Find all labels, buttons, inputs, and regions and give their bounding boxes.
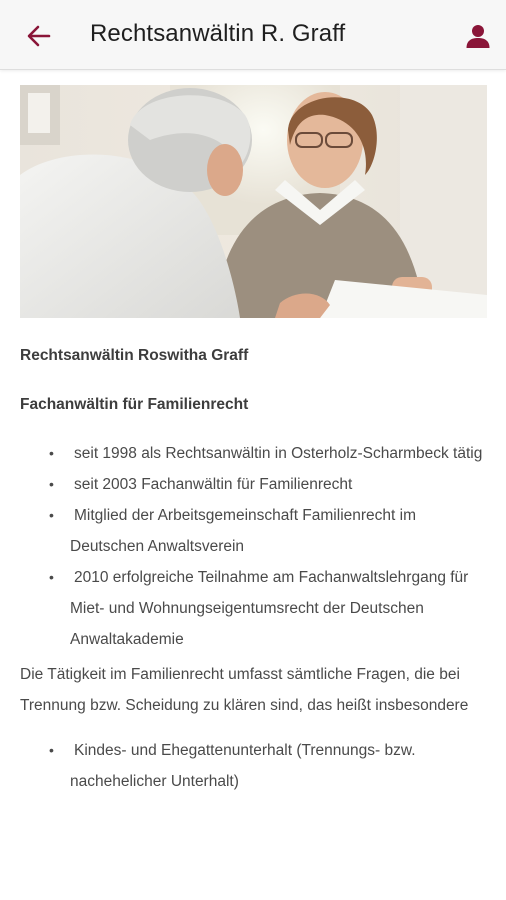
back-button[interactable] [22, 20, 56, 52]
app-bar [0, 0, 506, 70]
consultation-photo [20, 85, 487, 318]
topics-list [20, 735, 490, 797]
qualifications-list [20, 438, 490, 655]
list-item: • seit 2003 Fachanwältin für Familienrecht [20, 469, 490, 500]
list-item: • seit 1998 als Rechtsanwältin in Osterholz-Scharmbeck tätig [20, 438, 490, 469]
page-title: Rechtsanwältin R. Graff [90, 20, 346, 47]
list-item: • Kindes- und Ehegattenunterhalt (Trennungs- bzw. nachehelicher Unterhalt) [20, 735, 490, 797]
lawyer-name: Rechtsanwältin Roswitha Graff [20, 347, 249, 364]
specialization-title: Fachanwältin für Familienrecht [20, 396, 249, 413]
list-item: • Mitglied der Arbeitsgemeinschaft Familienrecht im Deutschen Anwaltsverein [20, 500, 490, 562]
list-item: • 2010 erfolgreiche Teilnahme am Fachanwaltslehrgang für Miet- und Wohnungseigentumsrecht der Deutschen Anwaltakademie [20, 562, 490, 655]
person-icon [465, 23, 491, 49]
profile-content [20, 340, 490, 801]
hero-image [20, 85, 487, 318]
profile-button[interactable] [460, 18, 496, 54]
arrow-left-icon [26, 25, 52, 47]
practice-paragraph: Die Tätigkeit im Familienrecht umfasst sämtliche Fragen, die bei Trennung bzw. Scheidung zu klären sind, das heißt insbesondere [20, 666, 469, 714]
